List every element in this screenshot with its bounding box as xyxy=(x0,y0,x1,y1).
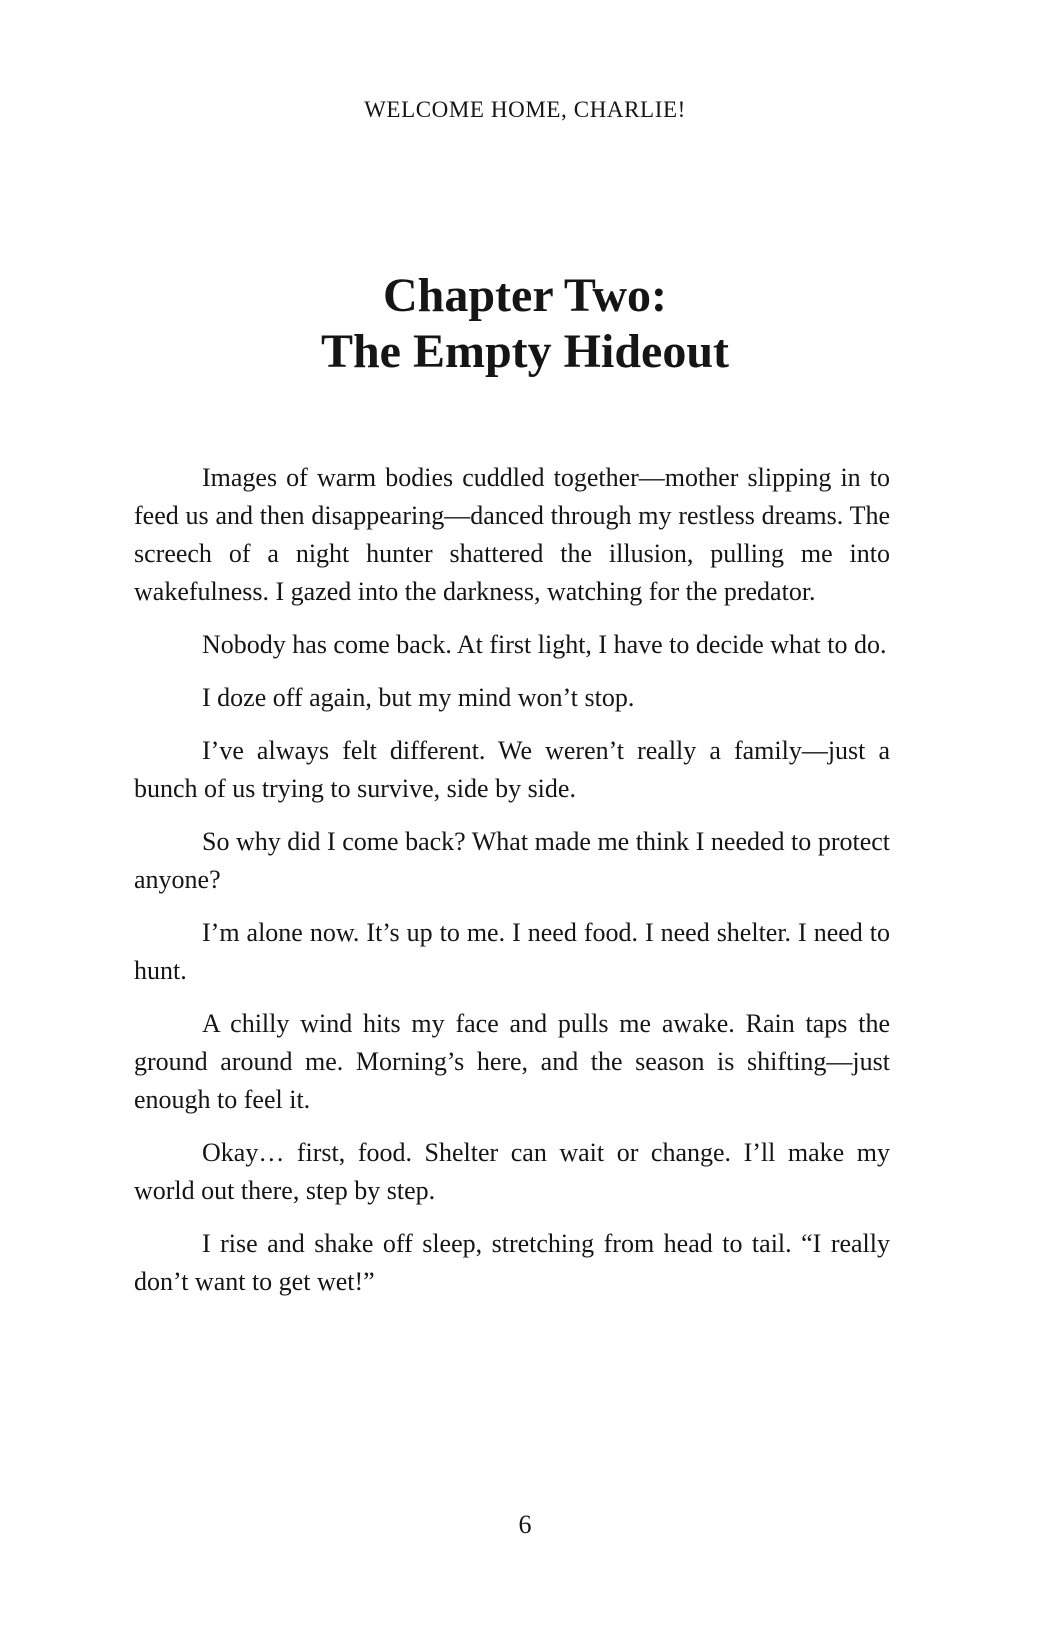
chapter-title-line2: The Empty Hideout xyxy=(320,325,730,378)
paragraph: I’m alone now. It’s up to me. I need food. I need shelter. I need to hunt. xyxy=(134,918,890,985)
paragraph: I rise and shake off sleep, stretching from head to tail. “I really don’t want to get wet!” xyxy=(134,1229,890,1296)
paragraph: I’ve always felt different. We weren’t really a family—just a bunch of us trying to survive, side by side. xyxy=(134,736,890,803)
paragraph: A chilly wind hits my face and pulls me awake. Rain taps the ground around me. Morning’s here, and the season is shifting—just enough to feel it. xyxy=(134,1009,890,1114)
body-text xyxy=(134,459,890,1316)
paragraph: So why did I come back? What made me think I needed to protect anyone? xyxy=(134,827,890,894)
running-header: WELCOME HOME, CHARLIE! xyxy=(364,97,686,122)
chapter-title-line1: Chapter Two: xyxy=(382,269,667,322)
paragraph: Nobody has come back. At first light, I have to decide what to do. xyxy=(202,630,887,659)
paragraph: I doze off again, but my mind won’t stop. xyxy=(202,683,635,712)
chapter-title xyxy=(0,268,1050,380)
paragraph: Okay… first, food. Shelter can wait or change. I’ll make my world out there, step by step. xyxy=(134,1138,890,1205)
page-number: 6 xyxy=(518,1510,532,1539)
paragraph: Images of warm bodies cuddled together—mother slipping in to feed us and then disappearing—danced through my restless dreams. The screech of a night hunter shattered the illusion, pulling me into wakefulness. I gazed into the darkness, watching for the predator. xyxy=(134,463,890,606)
